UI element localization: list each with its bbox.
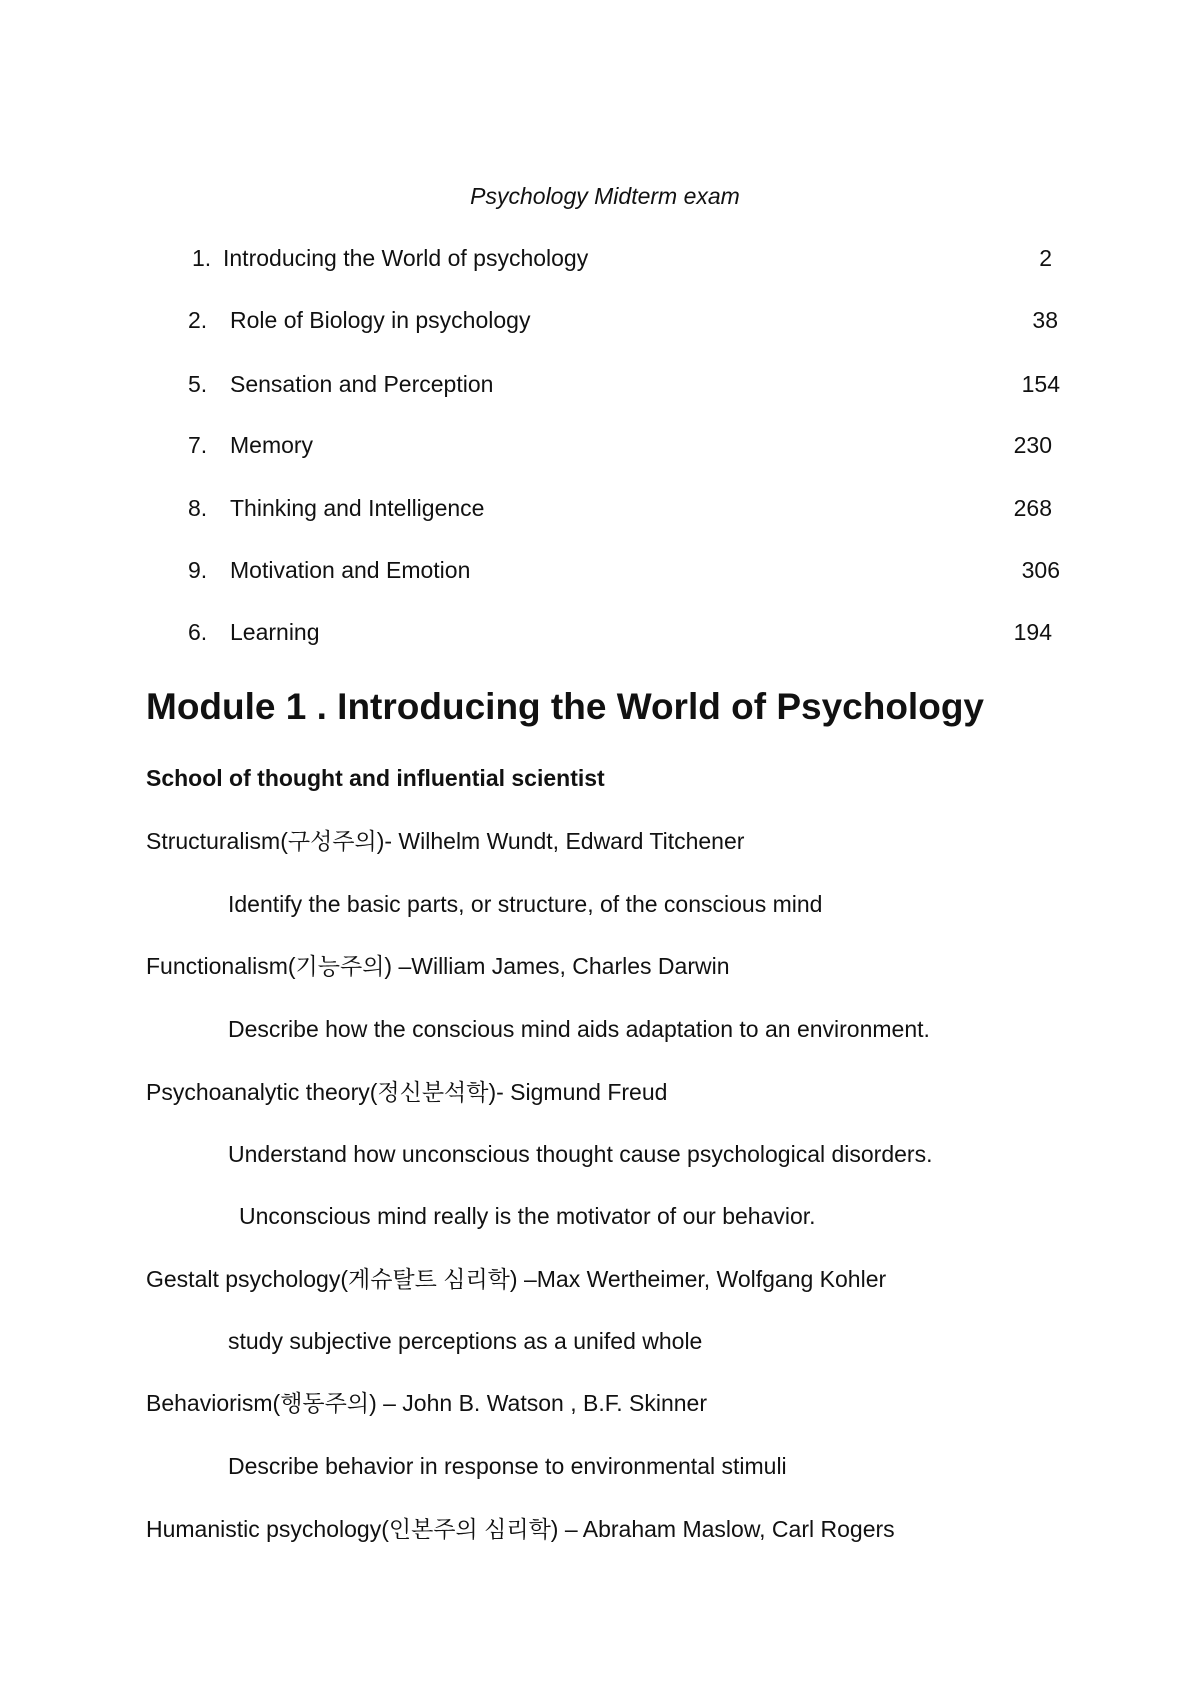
toc-number: 8.: [188, 495, 208, 521]
school-line: Gestalt psychology(게슈탈트 심리학) –Max Wertheimer, Wolfgang Kohler: [146, 1266, 887, 1292]
toc-label: Role of Biology in psychology: [230, 307, 531, 333]
description-line: study subjective perceptions as a unifed whole: [228, 1328, 703, 1354]
toc-number: 7.: [188, 432, 208, 458]
toc-page: 306: [1021, 557, 1060, 583]
toc-page: 230: [1013, 432, 1052, 458]
school-line: Psychoanalytic theory(정신분석학)- Sigmund Freud: [146, 1079, 668, 1105]
toc-label: Learning: [230, 619, 320, 645]
toc-label: Sensation and Perception: [230, 371, 494, 397]
toc-number: 6.: [188, 619, 208, 645]
toc-number: 9.: [188, 557, 208, 583]
school-line: Humanistic psychology(인본주의 심리학) – Abraham Maslow, Carl Rogers: [146, 1516, 895, 1542]
description-line: Describe how the conscious mind aids adaptation to an environment.: [228, 1016, 930, 1042]
toc-page: 154: [1021, 371, 1060, 397]
toc-label: Memory: [230, 432, 314, 458]
school-line: Structuralism(구성주의)- Wilhelm Wundt, Edward Titchener: [146, 828, 745, 854]
toc-number: 1.: [192, 245, 212, 271]
toc-label: Motivation and Emotion: [230, 557, 471, 583]
section-subheading: School of thought and influential scientist: [146, 765, 605, 791]
toc-page: 268: [1013, 495, 1052, 521]
toc-number: 2.: [188, 307, 208, 333]
description-line: Identify the basic parts, or structure, of the conscious mind: [228, 891, 823, 917]
toc-label: Introducing the World of psychology: [223, 245, 589, 271]
description-line: Unconscious mind really is the motivator of our behavior.: [239, 1203, 816, 1229]
school-line: Functionalism(기능주의) –William James, Charles Darwin: [146, 953, 730, 979]
description-line: Describe behavior in response to environmental stimuli: [228, 1453, 787, 1479]
toc-page: 38: [1032, 307, 1058, 333]
toc-label: Thinking and Intelligence: [230, 495, 485, 521]
document-title: Psychology Midterm exam: [470, 183, 740, 209]
toc-number: 5.: [188, 371, 208, 397]
toc-page: 2: [1039, 245, 1052, 271]
module-heading: Module 1 . Introducing the World of Psychology: [146, 686, 984, 727]
toc-page: 194: [1013, 619, 1052, 645]
description-line: Understand how unconscious thought cause psychological disorders.: [228, 1141, 933, 1167]
school-line: Behaviorism(행동주의) – John B. Watson , B.F. Skinner: [146, 1390, 707, 1416]
